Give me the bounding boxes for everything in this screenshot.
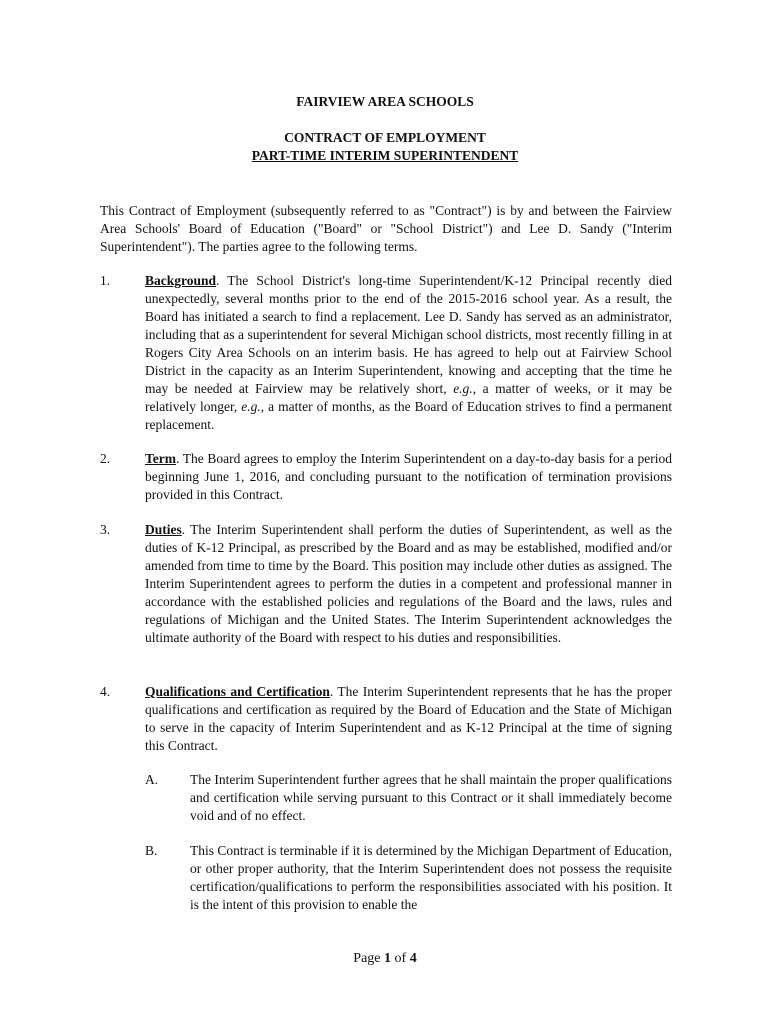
section-1-number: 1. — [100, 273, 111, 288]
page-total: 4 — [409, 951, 417, 966]
document-title: CONTRACT OF EMPLOYMENT — [284, 130, 486, 145]
section-1-eg1: e.g. — [453, 381, 473, 396]
school-name: FAIRVIEW AREA SCHOOLS — [296, 94, 474, 109]
section-1-heading: Background — [145, 273, 217, 288]
subsection-b-text: This Contract is terminable if it is determined by the Michigan Department of Education, or other proper authority, that the Interim Superintendent does not possess the requisite certification/qualifications to perform the responsibilities associated with his position. It is the intent of this provision to enable the — [190, 843, 672, 912]
page-number: 1 — [384, 951, 392, 966]
section-4-body — [145, 683, 672, 755]
section-2-body — [145, 450, 672, 504]
section-2-number: 2. — [100, 451, 111, 466]
section-3-body — [145, 521, 672, 647]
section-1-text-a: . The School District's long-time Superintendent/K-12 Principal recently died unexpectedly, several months prior to the end of the 2015-2016 school year. As a result, the Board has initiated a search to find a replacement. Lee D. Sandy has served as an administrator, including that as a superintendent for several Michigan school districts, most recently filling in at Rogers City Area Schools on an interim basis. He has agreed to help out at Fairview School District in the capacity as an Interim Superintendent, knowing and accepting that the time he may be needed at Fairview may be relatively short, — [145, 273, 672, 396]
page-label: Page — [353, 951, 381, 966]
intro-paragraph: This Contract of Employment (subsequently referred to as "Contract") is by and between the Fairview Area Schools' Board of Education ("Board" or "School District") and Lee D. Sandy ("Interim Superintendent"). The parties agree to the following terms. — [100, 203, 672, 254]
section-1-body — [145, 272, 672, 434]
section-3-text: . The Interim Superintendent shall perform the duties of Superintendent, as well as the duties of K-12 Principal, as prescribed by the Board and as may be established, modified and/or amended from time to time by the Board. This position may include other duties as assigned. The Interim Superintendent agrees to perform the duties in a competent and professional manner in accordance with the established policies and regulations of the Board and the laws, rules and regulations of Michigan and the United States. The Interim Superintendent acknowledges the ultimate authority of the Board with respect to his duties and responsibilities. — [145, 522, 672, 645]
section-4-number: 4. — [100, 684, 111, 699]
section-2-text: . The Board agrees to employ the Interim Superintendent on a day-to-day basis for a period beginning June 1, 2016, and concluding pursuant to the notification of termination provisions provided in this Contract. — [145, 451, 672, 502]
section-3-number: 3. — [100, 522, 111, 537]
subsection-a-text: The Interim Superintendent further agrees that he shall maintain the proper qualifications and certification while serving pursuant to this Contract or it shall immediately become void and of no effect. — [190, 772, 672, 823]
subsection-a-letter: A. — [145, 772, 159, 787]
section-1-text-b: , a matter of weeks, or it may be relatively longer, — [145, 381, 672, 414]
section-4-heading: Qualifications and Certification — [145, 684, 330, 699]
section-1-text-c: , a matter of months, as the Board of Education strives to find a permanent replacement. — [145, 399, 672, 432]
of-label: of — [394, 951, 407, 966]
subsection-b-letter: B. — [145, 843, 158, 858]
section-1-eg2: e.g. — [241, 399, 261, 414]
section-3-heading: Duties — [145, 522, 182, 537]
document-subtitle: PART-TIME INTERIM SUPERINTENDENT — [251, 148, 519, 163]
page-footer — [0, 951, 770, 967]
section-2-heading: Term — [145, 451, 176, 466]
section-4-text: . The Interim Superintendent represents that he has the proper qualifications and certification as required by the Board of Education and the State of Michigan to serve in the capacity of Interim Superintendent and as K-12 Principal at the time of signing this Contract. — [145, 684, 672, 753]
